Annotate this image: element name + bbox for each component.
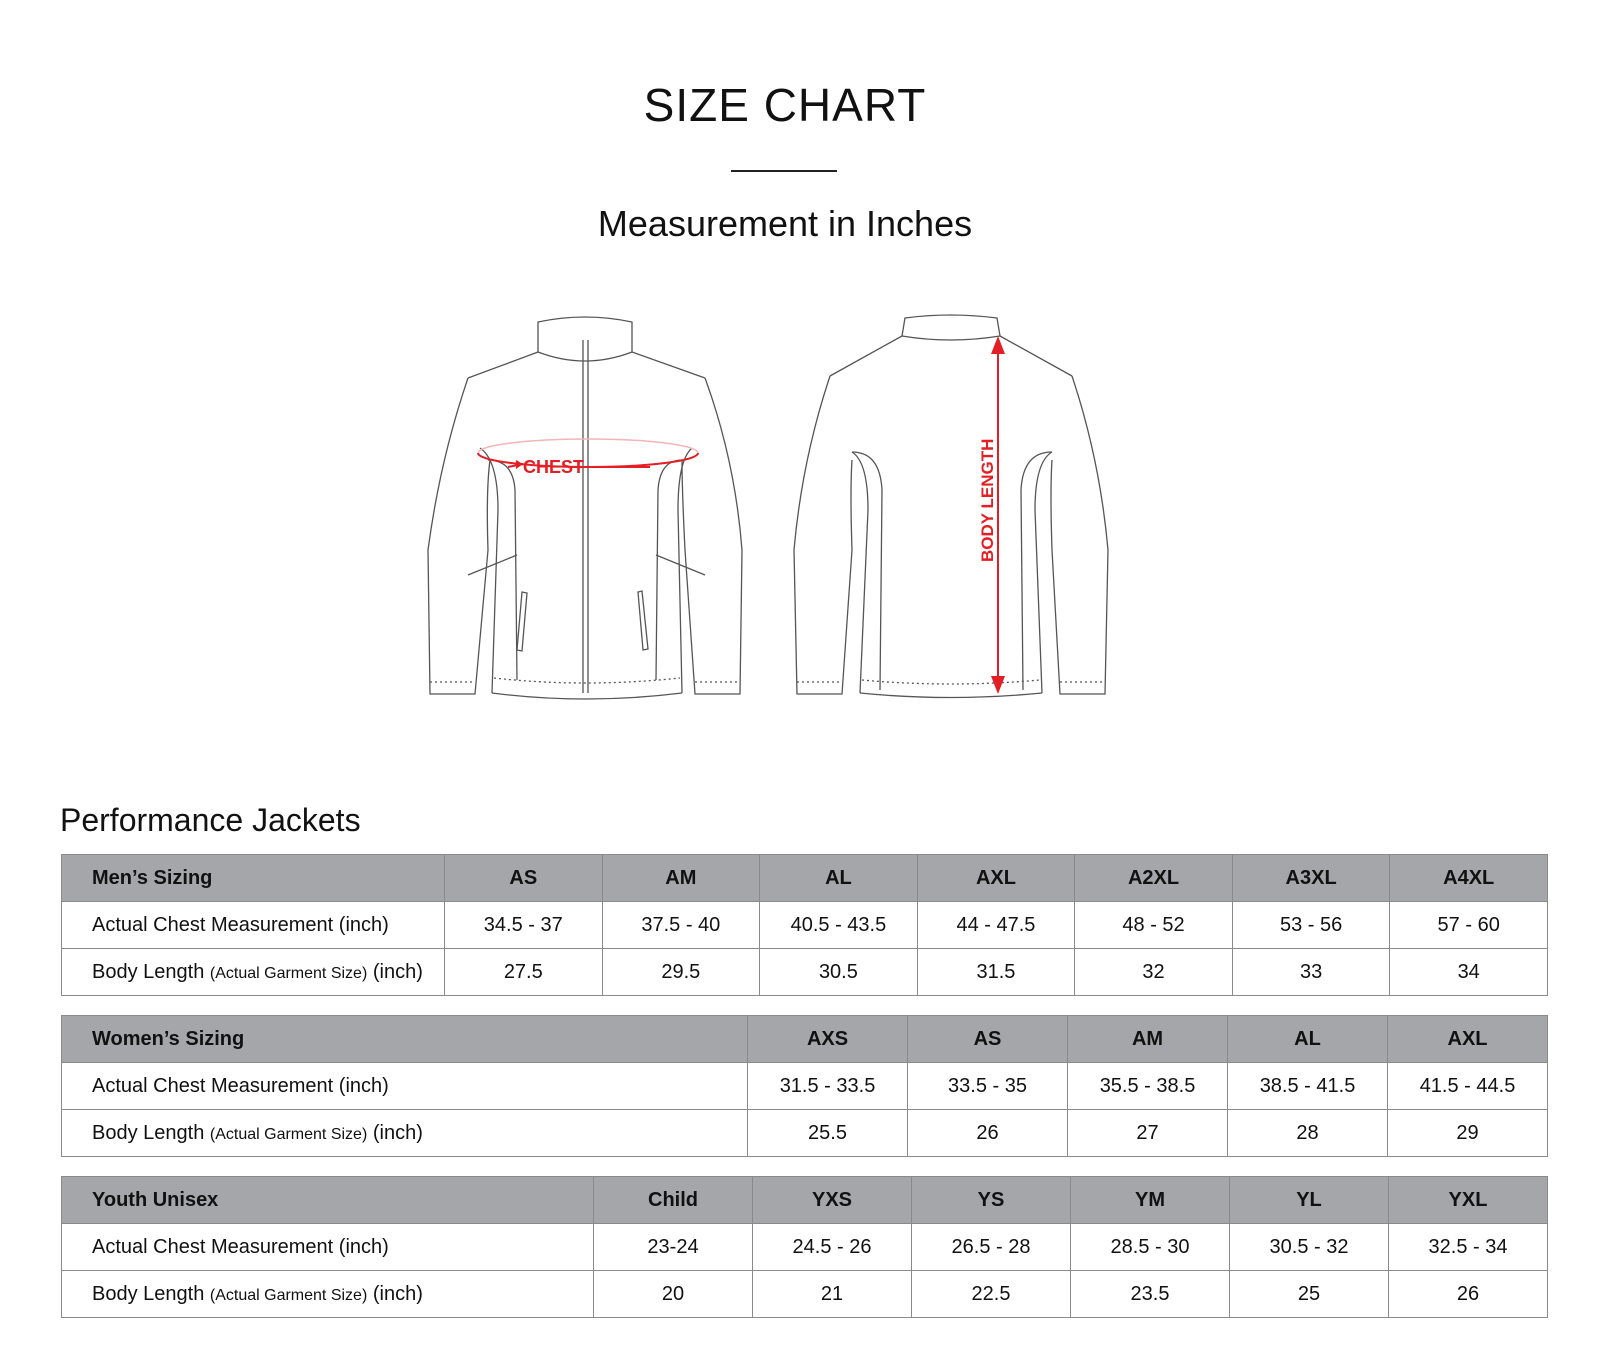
womens-size-table [61,1015,1548,1157]
chest-value: 38.5 - 41.5 [1228,1063,1388,1110]
label-main: Body Length [92,1121,205,1144]
chest-value: 32.5 - 34 [1389,1224,1548,1271]
size-header: YM [1071,1177,1230,1224]
length-value: 26 [908,1110,1068,1157]
label-note: (Actual Garment Size) [209,1286,368,1304]
chest-value: 35.5 - 38.5 [1068,1063,1228,1110]
table-row [62,1063,1548,1110]
length-value: 30.5 [760,949,918,996]
chest-value: 33.5 - 35 [908,1063,1068,1110]
length-value: 29.5 [602,949,760,996]
size-header: YXS [753,1177,912,1224]
row-label-chest: Actual Chest Measurement (inch) [62,1063,748,1110]
chest-value: 44 - 47.5 [917,902,1075,949]
length-value: 28 [1228,1110,1388,1157]
jacket-illustration [420,310,1150,720]
table-row [62,1224,1548,1271]
chest-value: 53 - 56 [1232,902,1390,949]
page-subtitle: Measurement in Inches [597,203,973,244]
row-label-body-length [62,949,445,996]
body-length-label: BODY LENGTH [978,438,997,562]
size-header: A3XL [1232,855,1390,902]
chest-value: 48 - 52 [1075,902,1233,949]
front-jacket-drawing [428,317,742,699]
chest-value: 30.5 - 32 [1230,1224,1389,1271]
chest-label: CHEST [523,457,585,477]
chest-value: 37.5 - 40 [602,902,760,949]
row-label-body-length [62,1271,594,1318]
size-header: AS [908,1016,1068,1063]
length-value: 31.5 [917,949,1075,996]
chest-value: 31.5 - 33.5 [748,1063,908,1110]
length-value: 32 [1075,949,1233,996]
length-value: 25 [1230,1271,1389,1318]
length-value: 22.5 [912,1271,1071,1318]
label-main: Body Length [92,960,205,983]
chest-value: 23-24 [594,1224,753,1271]
label-unit: (inch) [372,1282,423,1305]
size-header: A4XL [1390,855,1548,902]
length-value: 27.5 [445,949,603,996]
size-header: AXS [748,1016,908,1063]
length-value: 29 [1388,1110,1548,1157]
size-header: Child [594,1177,753,1224]
table-row [62,949,1548,996]
page-title: SIZE CHART [643,79,927,131]
label-main: Body Length [92,1282,205,1305]
youth-heading: Youth Unisex [62,1177,594,1224]
table-header-row [62,1177,1548,1224]
chest-value: 40.5 - 43.5 [760,902,918,949]
mens-heading: Men’s Sizing [62,855,445,902]
length-value: 27 [1068,1110,1228,1157]
chest-value: 26.5 - 28 [912,1224,1071,1271]
back-jacket-drawing [794,315,1108,698]
size-header: YS [912,1177,1071,1224]
size-header: AXL [917,855,1075,902]
chest-value: 34.5 - 37 [445,902,603,949]
size-header: AXL [1388,1016,1548,1063]
label-note: (Actual Garment Size) [209,1125,368,1143]
length-value: 21 [753,1271,912,1318]
womens-heading: Women’s Sizing [62,1016,748,1063]
table-row [62,902,1548,949]
label-unit: (inch) [372,1121,423,1144]
table-row [62,1110,1548,1157]
size-header: AL [1228,1016,1388,1063]
length-value: 23.5 [1071,1271,1230,1318]
chest-value: 41.5 - 44.5 [1388,1063,1548,1110]
length-value: 33 [1232,949,1390,996]
row-label-chest: Actual Chest Measurement (inch) [62,902,445,949]
length-value: 25.5 [748,1110,908,1157]
size-header: AM [1068,1016,1228,1063]
length-value: 26 [1389,1271,1548,1318]
table-header-row [62,1016,1548,1063]
size-header: YL [1230,1177,1389,1224]
row-label-chest: Actual Chest Measurement (inch) [62,1224,594,1271]
section-title: Performance Jackets [60,802,361,838]
label-unit: (inch) [372,960,423,983]
mens-size-table [61,854,1548,996]
table-header-row [62,855,1548,902]
length-value: 20 [594,1271,753,1318]
chest-value: 57 - 60 [1390,902,1548,949]
length-value: 34 [1390,949,1548,996]
chest-value: 24.5 - 26 [753,1224,912,1271]
chest-value: 28.5 - 30 [1071,1224,1230,1271]
row-label-body-length [62,1110,748,1157]
size-header: AL [760,855,918,902]
size-header: YXL [1389,1177,1548,1224]
size-header: AS [445,855,603,902]
title-divider [731,170,837,172]
table-row [62,1271,1548,1318]
size-header: AM [602,855,760,902]
size-header: A2XL [1075,855,1233,902]
label-note: (Actual Garment Size) [209,964,368,982]
youth-size-table [61,1176,1548,1318]
